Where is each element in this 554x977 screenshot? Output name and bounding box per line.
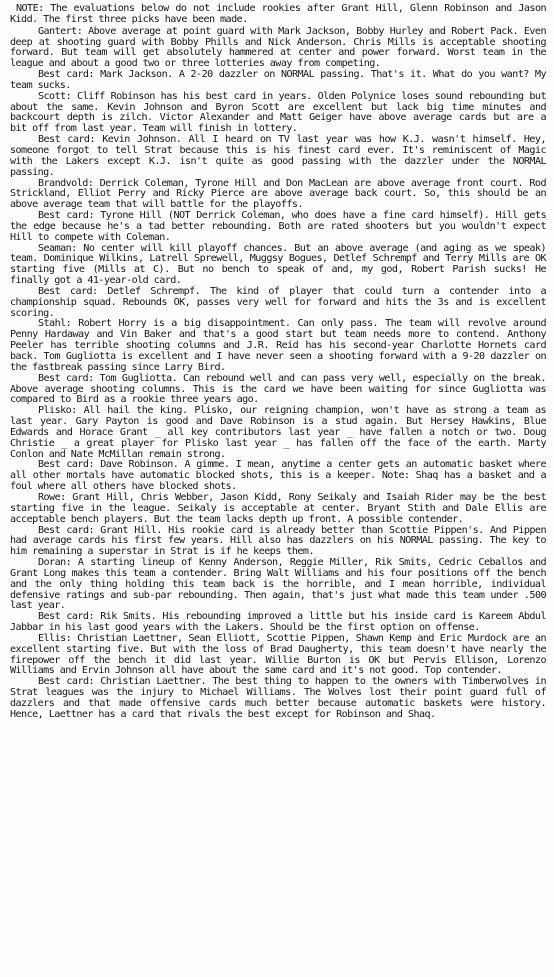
team-evaluation-paragraph: Brandvold: Derrick Coleman, Tyrone Hill and Don MacLean are above average front court. Rod Strickland, Elliot Perry and Ricky Pierce are above average back court. So, this should be an above average team that will battle for the playoffs.	[10, 177, 546, 211]
evaluations-body	[10, 27, 546, 721]
team-evaluation-paragraph: Doran: A starting lineup of Kenny Anderson, Reggie Miller, Rik Smits, Cedric Ceballos and Grant Long makes this team a contender. Bring Walt Williams and his four positions off the bench and the only thing holding this team back is the horrible, and I mean horrible, individual defensive ratings and sub-par rebounding. Then again, that's just what made this team under .500 last year.	[10, 557, 546, 612]
team-evaluation-paragraph: Plisko: All hail the king. Plisko, our reigning champion, won't have as strong a team as last year. Gary Payton is good and Dave Robinson is a stud again. But Hersey Hawkins, Blue Edwards and Horace Grant _ all key contributors last year _ have fallen a notch or two. Doug Christie _ a great player for Plisko last year _ has fallen off the face of the earth. Marty Conlon and Nate McMillan remain strong.	[10, 405, 546, 460]
team-evaluation-paragraph: Gantert: Above average at point guard with Mark Jackson, Bobby Hurley and Robert Pack. Even deep at shooting guard with Bobby Phills and Nick Anderson. Chris Mills is acceptable shooting forward. But team will get absolutely hammered at center and power forward. Worst team in the league and about a good two or three lotteries away from competing.	[10, 25, 546, 70]
best-card-paragraph: Best card: Rik Smits. His rebounding improved a little but his inside card is Kareem Abdul Jabbar in his last good years with the Lakers. Should be the first option on offense.	[10, 611, 546, 634]
best-card-paragraph: Best card: Detlef Schrempf. The kind of player that could turn a contender into a championship squad. Rebounds OK, passes very well for forward and hits the 3s and is excellent scoring.	[10, 285, 546, 319]
rookie-note: NOTE: The evaluations below do not include rookies after Grant Hill, Glenn Robinson and Jason Kidd. The first three picks have been made.	[10, 3, 546, 25]
team-evaluation-paragraph: Seaman: No center will kill playoff chances. But an above average (and aging as we speak) team. Dominique Wilkins, Latrell Sprewell, Muggsy Bogues, Detlef Schrempf and Terry Mills are OK starting five (Mills at C). But no bench to speak of and, my god, Robert Parish sucks! He finally got a 41-year-old card.	[10, 242, 546, 287]
best-card-paragraph: Best card: Tyrone Hill (NOT Derrick Coleman, who does have a fine card himself). Hill gets the edge because he's a tad better rebounding. Both are rated shooters but you wouldn't expect Hill to compete with Coleman.	[10, 210, 546, 243]
best-card-paragraph: Best card: Christian Laettner. The best thing to happen to the owners with Timberwolves in Strat leagues was the injury to Michael Williams. The Wolves lost their point guard full of dazzlers and that made offensive cards much better because automatic baskets were history. Hence, Laettner has a card that rivals the best except for Robinson and Shaq.	[10, 676, 546, 720]
best-card-paragraph: Best card: Tom Gugliotta. Can rebound well and can pass very well, especially on the break. Above average shooting columns. This is the card we have been waiting for since Gugliotta was compared to Bird as a rookie three years ago.	[10, 372, 546, 406]
best-card-paragraph: Best card: Mark Jackson. A 2-20 dazzler on NORMAL passing. That's it. What do you want? My team sucks.	[10, 69, 546, 91]
best-card-paragraph: Best card: Grant Hill. His rookie card is already better than Scottie Pippen's. And Pippen had average cards his first few years. Hill also has dazzlers on his NORMAL passing. The key to him remaining a superstar in Strat is if he keeps them.	[10, 524, 546, 558]
team-evaluation-paragraph: Ellis: Christian Laettner, Sean Elliott, Scottie Pippen, Shawn Kemp and Eric Murdock are an excellent starting five. But with the loss of Brad Daugherty, this team doesn't have nearly the firepower off the bench it did last year. Willie Burton is OK but Pervis Ellison, Lorenzo Williams and Ervin Johnson all have about the same card and it's not good. Top contender.	[10, 632, 546, 677]
best-card-paragraph: Best card: Kevin Johnson. All I heard on TV last year was how K.J. wasn't himself. Hey, someone forgot to tell Strat because this is his finest card ever. It's reminiscent of Magic with the Lakers except K.J. isn't quite as good passing with the dazzler under the NORMAL passing.	[10, 134, 546, 178]
team-evaluation-paragraph: Stahl: Robert Horry is a big disappointment. Can only pass. The team will revolve around Penny Hardaway and Vin Baker and that's a good start but team needs more to contend. Anthony Peeler has terrible shooting columns and J.R. Reid has his second-year Charlotte Hornets card back. Tom Gugliotta is excellent and I have never seen a shooting forward with a 9-20 dazzler on the fastbreak passing since Larry Bird.	[10, 318, 546, 373]
team-evaluation-paragraph: Scott: Cliff Robinson has his best card in years. Olden Polynice loses sound rebounding but about the same. Kevin Johnson and Byron Scott are excellent but lack big time minutes and backcourt depth is zilch. Victor Alexander and Matt Geiger have above average cards but are a bit off from last year. Team will finish in lottery.	[10, 90, 546, 135]
team-evaluation-paragraph: Rowe: Grant Hill, Chris Webber, Jason Kidd, Rony Seikaly and Isaiah Rider may be the best starting five in the league. Seikaly is acceptable at center. Bryant Stith and Dale Ellis are acceptable bench players. But the team lacks depth up front. A possible contender.	[10, 491, 546, 525]
best-card-paragraph: Best card: Dave Robinson. A gimme. I mean, anytime a center gets an automatic basket where all other mortals have automatic blocked shots, this is a keeper. Note: Shaq has a basket and a foul where all others have blocked shots.	[10, 459, 546, 493]
